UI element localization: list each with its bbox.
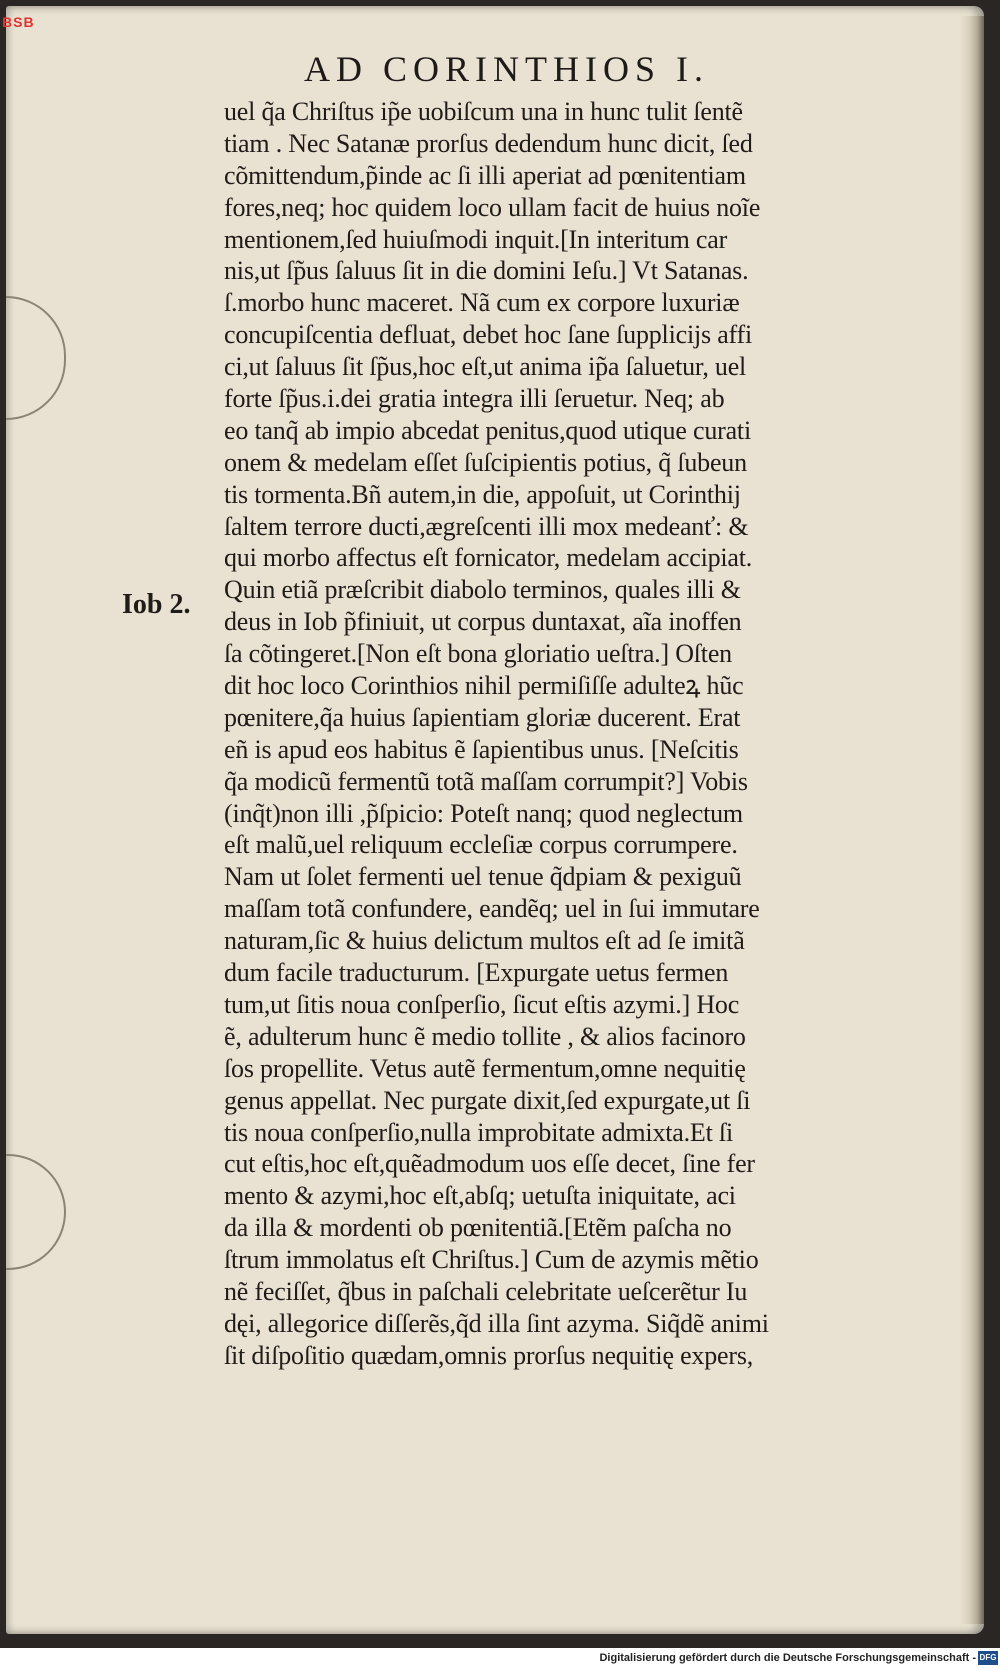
dfg-logo: DFG xyxy=(978,1651,998,1665)
text-line: tiam . Nec Satanæ prorſus dedendum hunc dicit, ſed xyxy=(224,128,753,158)
text-line: cõmittendum,p̃inde ac ſi illi aperiat ad pœnitentiam xyxy=(224,160,746,190)
text-line: (inq̃t)non illi ,p̃ſpicio: Poteſt nanq; quod neglectum xyxy=(224,798,743,828)
text-line: dum facile traducturum. [Expurgate uetus fermen xyxy=(224,958,729,988)
text-line: eo tanq̃ ab impio abcedat penitus,quod utique curati xyxy=(224,415,751,445)
text-line: tis tormenta.Bñ autem,in die, appoſuit, ut Corinthij xyxy=(224,479,741,509)
text-line: eñ is apud eos habitus ẽ ſapientibus unus. [Neſcitis xyxy=(224,734,739,764)
text-line: genus appellat. Nec purgate dixit,ſed expurgate,ut ſi xyxy=(224,1085,751,1115)
body-text xyxy=(224,96,924,1372)
text-line: mento & azymi,hoc eſt,abſq; uetuſta iniquitate, aci xyxy=(224,1181,736,1211)
text-line: fores,neq; hoc quidem loco ullam facit de huius noĩe xyxy=(224,192,761,222)
clasp-strap-bottom xyxy=(6,1154,66,1270)
text-line: uel q̃a Chriſtus ip̃e uobiſcum una in hunc tulit ſentẽ xyxy=(224,97,743,126)
text-line: ſaltem terrore ducti,ægreſcenti illi mox medeanť: & xyxy=(224,511,749,541)
text-line: ſtrum immolatus eſt Chriſtus.] Cum de azymis mẽtio xyxy=(224,1245,759,1275)
text-line: qui morbo affectus eſt fornicator, medelam accipiat. xyxy=(224,543,753,573)
text-line: mentionem,ſed huiuſmodi inquit.[In interitum car xyxy=(224,224,728,254)
text-line: tum,ut ſitis noua conſperſio, ſicut eſtis azymi.] Hoc xyxy=(224,989,740,1019)
text-line: deus in Iob p̃finiuit, ut corpus duntaxat, aĩa inoffen xyxy=(224,607,742,637)
text-line: ſ.morbo hunc maceret. Nã cum ex corpore luxuriæ xyxy=(224,288,740,318)
text-line: ſit diſpoſitio quædam,omnis prorſus nequitię expers, xyxy=(224,1340,754,1370)
text-line: cut eſtis,hoc eſt,quẽadmodum uos eſſe decet, ſine fer xyxy=(224,1149,755,1179)
footer-credit: Digitalisierung gefördert durch die Deutsche Forschungsgemeinschaft - xyxy=(599,1652,976,1664)
text-line: onem & medelam eſſet ſuſcipientis potius, q̃ ſubeun xyxy=(224,447,747,477)
text-line: dęi, allegorice diſſerẽs,q̃d illa ſint azyma. Siq̃dẽ animi xyxy=(224,1308,769,1338)
page-edge xyxy=(960,16,984,1624)
running-head: AD CORINTHIOS I. xyxy=(304,49,709,89)
text-line: forte ſp̃us.i.dei gratia integra illi ſeruetur. Neq; ab xyxy=(224,384,725,414)
text-line: naturam,ſic & huius delictum multos eſt ad ſe imitã xyxy=(224,926,745,956)
footer-bar xyxy=(0,1648,1000,1669)
text-line: Quin etiã præſcribit diabolo terminos, quales illi & xyxy=(224,575,741,605)
book-page xyxy=(6,6,984,1634)
text-line: ci,ut ſaluus ſit ſp̃us,hoc eſt,ut anima ip̃a ſaluetur, uel xyxy=(224,352,747,382)
text-line: maſſam totã confundere, eandẽq; uel in ſui immutare xyxy=(224,894,760,924)
text-line: dit hoc loco Corinthios nihil permiſiſſe adulteꝝ hũc xyxy=(224,671,744,701)
text-line: eſt malũ,uel reliquum eccleſiæ corpus corrumpere. xyxy=(224,830,738,860)
text-line: ẽ, adulterum hunc ẽ medio tollite , & alios facinoro xyxy=(224,1021,746,1051)
text-line: pœnitere,q̃a huius ſapientiam gloriæ ducerent. Erat xyxy=(224,702,741,732)
marginal-note: Iob 2. xyxy=(122,589,191,620)
bsb-logo: BSB xyxy=(2,14,35,30)
text-line: tis noua conſperſio,nulla improbitate admixta.Et ſi xyxy=(224,1117,733,1147)
text-line: Nam ut ſolet fermenti uel tenue q̃dpiam & pexiguũ xyxy=(224,862,742,892)
text-line: nis,ut ſp̃us ſaluus ſit in die domini Ieſu.] Vt Satanas. xyxy=(224,256,749,286)
text-line: da illa & mordenti ob pœnitentiã.[Etẽm paſcha no xyxy=(224,1213,732,1243)
text-line: concupiſcentia defluat, debet hoc ſane ſupplicijs affi xyxy=(224,320,753,350)
clasp-strap-top xyxy=(6,296,66,420)
text-line: nẽ feciſſet, q̃bus in paſchali celebritate ueſcerẽtur Iu xyxy=(224,1276,748,1306)
text-line: ſa cõtingeret.[Non eſt bona gloriatio ueſtra.] Oſten xyxy=(224,639,732,669)
text-line: ſos propellite. Vetus autẽ fermentum,omne nequitię xyxy=(224,1053,746,1083)
text-line: q̃a modicũ fermentũ totã maſſam corrumpit?] Vobis xyxy=(224,766,748,796)
